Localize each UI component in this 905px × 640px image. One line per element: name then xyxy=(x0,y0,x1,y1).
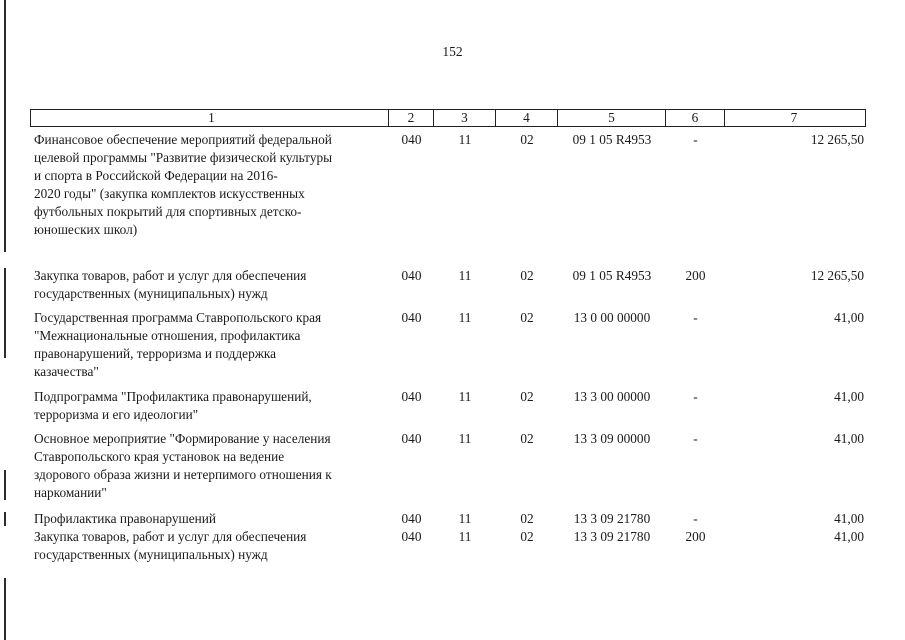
row-name-cell xyxy=(30,309,389,381)
row-cell-c3: 11 xyxy=(458,511,472,526)
row-cell-c4: 02 xyxy=(520,529,534,544)
row-name-cell xyxy=(30,267,389,303)
scan-edge-line xyxy=(4,268,6,358)
scan-edge-line xyxy=(4,578,6,640)
row-cell-c2: 040 xyxy=(401,310,422,325)
row-name-line: государственных (муниципальных) нужд xyxy=(34,547,268,562)
row-cell-c6: 200 xyxy=(685,268,706,283)
row-cell-c2: 040 xyxy=(401,268,422,283)
row-cell-c7: 41,00 xyxy=(834,511,864,526)
row-cell-c5: 09 1 05 R4953 xyxy=(572,268,652,283)
row-name-line: футбольных покрытий для спортивных детско- xyxy=(34,204,302,219)
row-cell-c7: 12 265,50 xyxy=(810,268,864,283)
scan-edge-line xyxy=(4,470,6,500)
row-name-line: юношеских школ) xyxy=(34,222,138,237)
row-name-line: и спорта в Российской Федерации на 2016- xyxy=(34,168,278,183)
row-cell-c7: 41,00 xyxy=(834,310,864,325)
row-cell-c3: 11 xyxy=(458,132,472,147)
table-row xyxy=(30,510,866,528)
row-cell-c4: 02 xyxy=(520,310,534,325)
row-cell-c4: 02 xyxy=(520,389,534,404)
row-cell-c6: - xyxy=(693,389,698,404)
row-cell-c2: 040 xyxy=(401,529,422,544)
row-cell-c2: 040 xyxy=(401,511,422,526)
row-name-line: правонарушений, терроризма и поддержка xyxy=(34,346,277,361)
column-header-2: 2 xyxy=(389,109,434,127)
row-cell-c3: 11 xyxy=(458,310,472,325)
row-name-line: государственных (муниципальных) нужд xyxy=(34,286,268,301)
row-name-line: терроризма и его идеологии" xyxy=(34,407,199,422)
row-cell-c6: - xyxy=(693,431,698,446)
row-name-line: Закупка товаров, работ и услуг для обеспечения xyxy=(34,268,307,283)
row-cell-c4: 02 xyxy=(520,268,534,283)
row-name-line: наркомании" xyxy=(34,485,107,500)
row-cell-c5: 13 3 00 00000 xyxy=(573,389,651,404)
row-cell-c2: 040 xyxy=(401,132,422,147)
scan-edge-line xyxy=(4,512,6,526)
column-header-3: 3 xyxy=(434,109,496,127)
row-cell-c7: 12 265,50 xyxy=(810,132,864,147)
row-name-line: Основное мероприятие "Формирование у населения xyxy=(34,431,331,446)
row-cell-c3: 11 xyxy=(458,431,472,446)
row-name-line: целевой программы "Развитие физической культуры xyxy=(34,150,333,165)
row-name-line: Государственная программа Ставропольского края xyxy=(34,310,322,325)
row-name-cell xyxy=(30,510,389,528)
row-name-cell xyxy=(30,131,389,239)
row-name-line: 2020 годы" (закупка комплектов искусственных xyxy=(34,186,305,201)
row-name-line: Закупка товаров, работ и услуг для обеспечения xyxy=(34,529,307,544)
row-cell-c4: 02 xyxy=(520,511,534,526)
row-cell-c4: 02 xyxy=(520,431,534,446)
row-cell-c7: 41,00 xyxy=(834,529,864,544)
column-header-6: 6 xyxy=(666,109,725,127)
row-cell-c6: - xyxy=(693,310,698,325)
row-name-line: Финансовое обеспечение мероприятий федеральной xyxy=(34,132,332,147)
row-name-line: "Межнациональные отношения, профилактика xyxy=(34,328,301,343)
scan-edge-line xyxy=(4,0,6,252)
table-row xyxy=(30,388,866,424)
row-cell-c2: 040 xyxy=(401,389,422,404)
table-row xyxy=(30,528,866,564)
row-name-cell xyxy=(30,430,389,502)
row-cell-c7: 41,00 xyxy=(834,389,864,404)
table-header xyxy=(30,109,866,127)
row-cell-c3: 11 xyxy=(458,268,472,283)
column-header-4: 4 xyxy=(496,109,558,127)
row-name-line: Профилактика правонарушений xyxy=(34,511,216,526)
table-row xyxy=(30,309,866,381)
table-row xyxy=(30,267,866,303)
row-cell-c6: - xyxy=(693,132,698,147)
row-name-line: здорового образа жизни и нетерпимого отношения к xyxy=(34,467,332,482)
row-name-line: казачества" xyxy=(34,364,99,379)
row-cell-c5: 13 3 09 21780 xyxy=(573,529,651,544)
page-number: 152 xyxy=(442,44,463,59)
table-row xyxy=(30,430,866,502)
row-name-cell xyxy=(30,528,389,564)
row-name-cell xyxy=(30,388,389,424)
row-cell-c5: 13 3 09 21780 xyxy=(573,511,651,526)
row-cell-c4: 02 xyxy=(520,132,534,147)
table-row xyxy=(30,131,866,239)
row-cell-c6: - xyxy=(693,511,698,526)
row-cell-c3: 11 xyxy=(458,389,472,404)
row-cell-c7: 41,00 xyxy=(834,431,864,446)
row-cell-c5: 09 1 05 R4953 xyxy=(572,132,652,147)
column-header-5: 5 xyxy=(558,109,666,127)
row-cell-c6: 200 xyxy=(685,529,706,544)
row-cell-c3: 11 xyxy=(458,529,472,544)
row-name-line: Ставропольского края установок на ведение xyxy=(34,449,285,464)
row-cell-c5: 13 0 00 00000 xyxy=(573,310,651,325)
column-header-7: 7 xyxy=(725,109,866,127)
column-header-1: 1 xyxy=(30,109,389,127)
row-cell-c2: 040 xyxy=(401,431,422,446)
row-cell-c5: 13 3 09 00000 xyxy=(573,431,651,446)
row-name-line: Подпрограмма "Профилактика правонарушений, xyxy=(34,389,312,404)
